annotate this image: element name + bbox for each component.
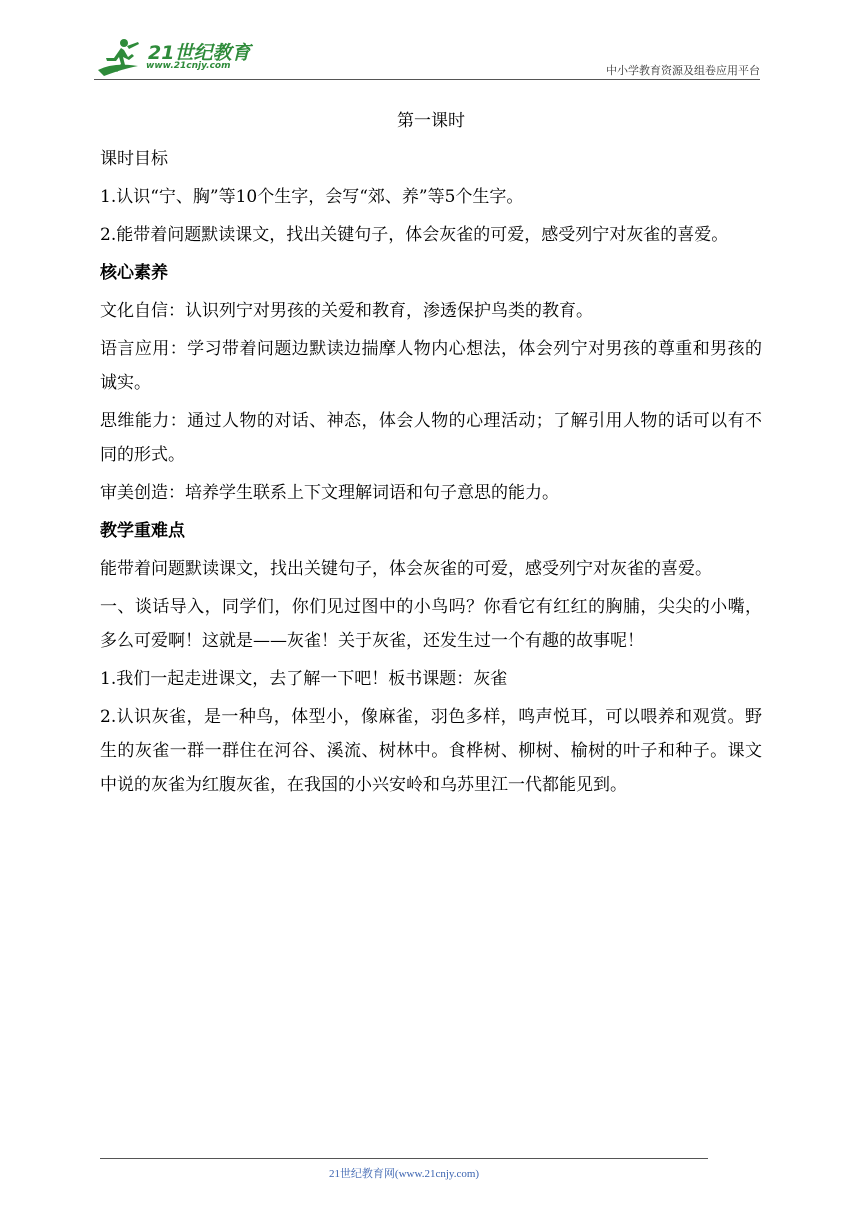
header-divider	[94, 79, 760, 80]
header-tagline: 中小学教育资源及组卷应用平台	[606, 64, 760, 77]
runner-logo-icon	[94, 36, 150, 80]
paragraph: 1.认识“宁、胸”等10个生字，会写“郊、养”等5个生字。	[100, 187, 524, 207]
footer-text: 21世纪教育网(www.21cnjy.com)	[328, 1168, 480, 1180]
document-title: 第一课时	[397, 111, 465, 131]
paragraph: 思维能力：通过人物的对话、神态，体会人物的心理活动；了解引用人物的话可以有不同的形式。	[100, 411, 762, 465]
logo-text: 21世纪教育	[148, 42, 251, 64]
paragraph-list	[100, 142, 762, 802]
page-header	[94, 30, 760, 80]
document-body	[100, 104, 762, 802]
paragraph: 审美创造：培养学生联系上下文理解词语和句子意思的能力。	[100, 483, 559, 503]
section-heading: 核心素养	[100, 263, 168, 283]
paragraph: 课时目标	[100, 149, 168, 169]
paragraph: 语言应用：学习带着问题边默读边揣摩人物内心想法，体会列宁对男孩的尊重和男孩的诚实。	[100, 339, 762, 393]
logo-url: www.21cnjy.com	[146, 61, 231, 71]
paragraph: 1.我们一起走进课文，去了解一下吧！板书课题：灰雀	[100, 669, 508, 689]
paragraph: 能带着问题默读课文，找出关键句子，体会灰雀的可爱，感受列宁对灰雀的喜爱。	[100, 559, 712, 579]
footer-divider	[100, 1158, 708, 1159]
paragraph: 2.能带着问题默读课文，找出关键句子，体会灰雀的可爱，感受列宁对灰雀的喜爱。	[100, 225, 729, 245]
logo	[94, 36, 264, 80]
paragraph: 一、谈话导入，同学们，你们见过图中的小鸟吗？你看它有红红的胸脯，尖尖的小嘴，多么可爱啊！这就是——灰雀！关于灰雀，还发生过一个有趣的故事呢！	[100, 597, 762, 651]
paragraph: 文化自信：认识列宁对男孩的关爱和教育，渗透保护鸟类的教育。	[100, 301, 593, 321]
section-heading: 教学重难点	[100, 521, 185, 541]
paragraph: 2.认识灰雀，是一种鸟，体型小，像麻雀，羽色多样，鸣声悦耳，可以喂养和观赏。野生的灰雀一群一群住在河谷、溪流、树林中。食桦树、柳树、榆树的叶子和种子。课文中说的灰雀为红腹灰雀，在我国的小兴安岭和乌苏里江一代都能见到。	[100, 707, 762, 795]
